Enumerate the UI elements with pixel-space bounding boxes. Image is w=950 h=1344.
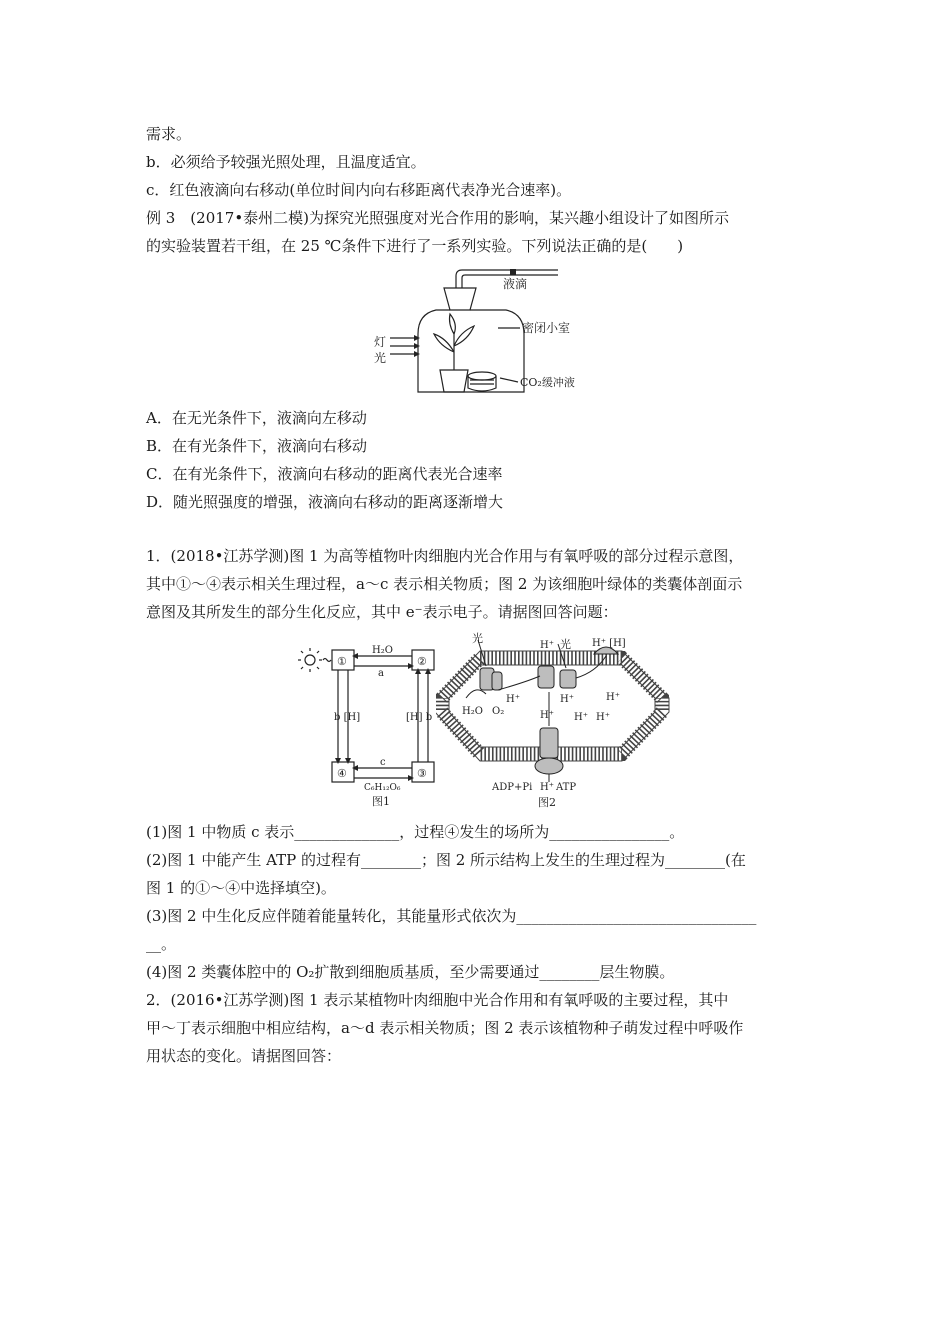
h-lumen-4: H⁺ (540, 710, 554, 721)
process-1: ① (337, 655, 347, 668)
process-3: ③ (417, 767, 427, 780)
question-2-stem: 甲～丁表示细胞中相应结构，a～d 表示相关物质；图 2 表示该植物种子萌发过程中呼吸作 (146, 1019, 744, 1037)
apparatus-figure (370, 262, 590, 400)
h-lumen-5: H⁺ (574, 712, 588, 723)
atp-label: ATP (556, 782, 577, 793)
h2o-lumen: H₂O (462, 706, 483, 717)
h-lumen-1: H⁺ (506, 694, 520, 705)
text-line: 需求。 (146, 125, 192, 143)
option-c: C．在有光条件下，液滴向右移动的距离代表光合速率 (146, 465, 503, 483)
example-3-stem: 的实验装置若干组，在 25 ℃条件下进行了一系列实验。下列说法正确的是( ) (146, 237, 684, 255)
h-bottom: H⁺ (540, 782, 554, 793)
option-b: B．在有光条件下，液滴向右移动 (146, 437, 368, 455)
text-line: b．必须给予较强光照处理，且温度适宜。 (146, 153, 426, 171)
light-label-2: 光 (560, 638, 571, 651)
question-1-stem: 意图及其所发生的部分生化反应，其中 e⁻表示电子。请据图回答问题： (146, 603, 618, 621)
h-lumen-2: H⁺ (560, 694, 574, 705)
sub-question-2: (2)图 1 中能产生 ATP 的过程有________；图 2 所示结构上发生的生理过程为________(在 (146, 851, 746, 869)
adp-pi-label: ADP+Pi (492, 782, 533, 793)
buffer-label: CO₂缓冲液 (520, 376, 575, 389)
glucose-label: C₆H₁₂O₆ (364, 783, 401, 793)
figure-2-caption: 图2 (538, 796, 556, 809)
figure-1-process-diagram (296, 640, 446, 810)
h-top-1: H⁺ (540, 640, 554, 651)
h-lumen-3: H⁺ (606, 692, 620, 703)
example-3-stem: 例 3 (2017•泰州二模)为探究光照强度对光合作用的影响，某兴趣小组设计了如图所示 (146, 209, 730, 227)
substance-b-right: [H] b (406, 712, 433, 723)
option-a: A．在无光条件下，液滴向左移动 (146, 409, 367, 427)
h-lumen-6: H⁺ (596, 712, 610, 723)
lamp-label-1: 灯 (374, 335, 387, 349)
question-1-stem: 其中①～④表示相关生理过程，a～c 表示相关物质；图 2 为该细胞叶绿体的类囊体剖面示 (146, 575, 743, 593)
process-4: ④ (337, 767, 347, 780)
h2o-label: H₂O (372, 645, 393, 656)
substance-a: a (378, 668, 384, 679)
process-2: ② (417, 655, 427, 668)
sub-question-1: (1)图 1 中物质 c 表示______________，过程④发生的场所为________________。 (146, 823, 685, 841)
droplet-label: 液滴 (503, 277, 528, 291)
sub-question-4: (4)图 2 类囊体腔中的 O₂扩散到细胞质基质，至少需要通过________层生物膜。 (146, 963, 675, 981)
substance-c: c (380, 757, 386, 768)
lamp-label-2: 光 (374, 351, 387, 365)
question-2-stem: 用状态的变化。请据图回答： (146, 1047, 342, 1065)
sub-question-2: 图 1 的①～④中选择填空)。 (146, 879, 336, 897)
chamber-label: 密闭小室 (522, 321, 571, 335)
option-d: D．随光照强度的增强，液滴向右移动的距离逐渐增大 (146, 493, 504, 511)
sub-question-3: __。 (146, 935, 177, 953)
o2-label: O₂ (492, 706, 505, 717)
question-1-stem: 1．(2018•江苏学测)图 1 为高等植物叶肉细胞内光合作用与有氧呼吸的部分过程示意图， (146, 547, 744, 565)
substance-b-left: b [H] (334, 712, 361, 723)
text-line: c．红色液滴向右移动(单位时间内向右移距离代表净光合速率)。 (146, 181, 572, 199)
question-2-stem: 2．(2016•江苏学测)图 1 表示某植物叶肉细胞中光合作用和有氧呼吸的主要过程，其中 (146, 991, 729, 1009)
sub-question-3: (3)图 2 中生化反应伴随着能量转化，其能量形式依次为________________________________ (146, 907, 757, 925)
light-label-1: 光 (472, 632, 483, 645)
figure-2-thylakoid-diagram (436, 632, 672, 812)
h-top-2: H⁺ [H] (592, 638, 626, 649)
figure-1-caption: 图1 (372, 795, 390, 808)
